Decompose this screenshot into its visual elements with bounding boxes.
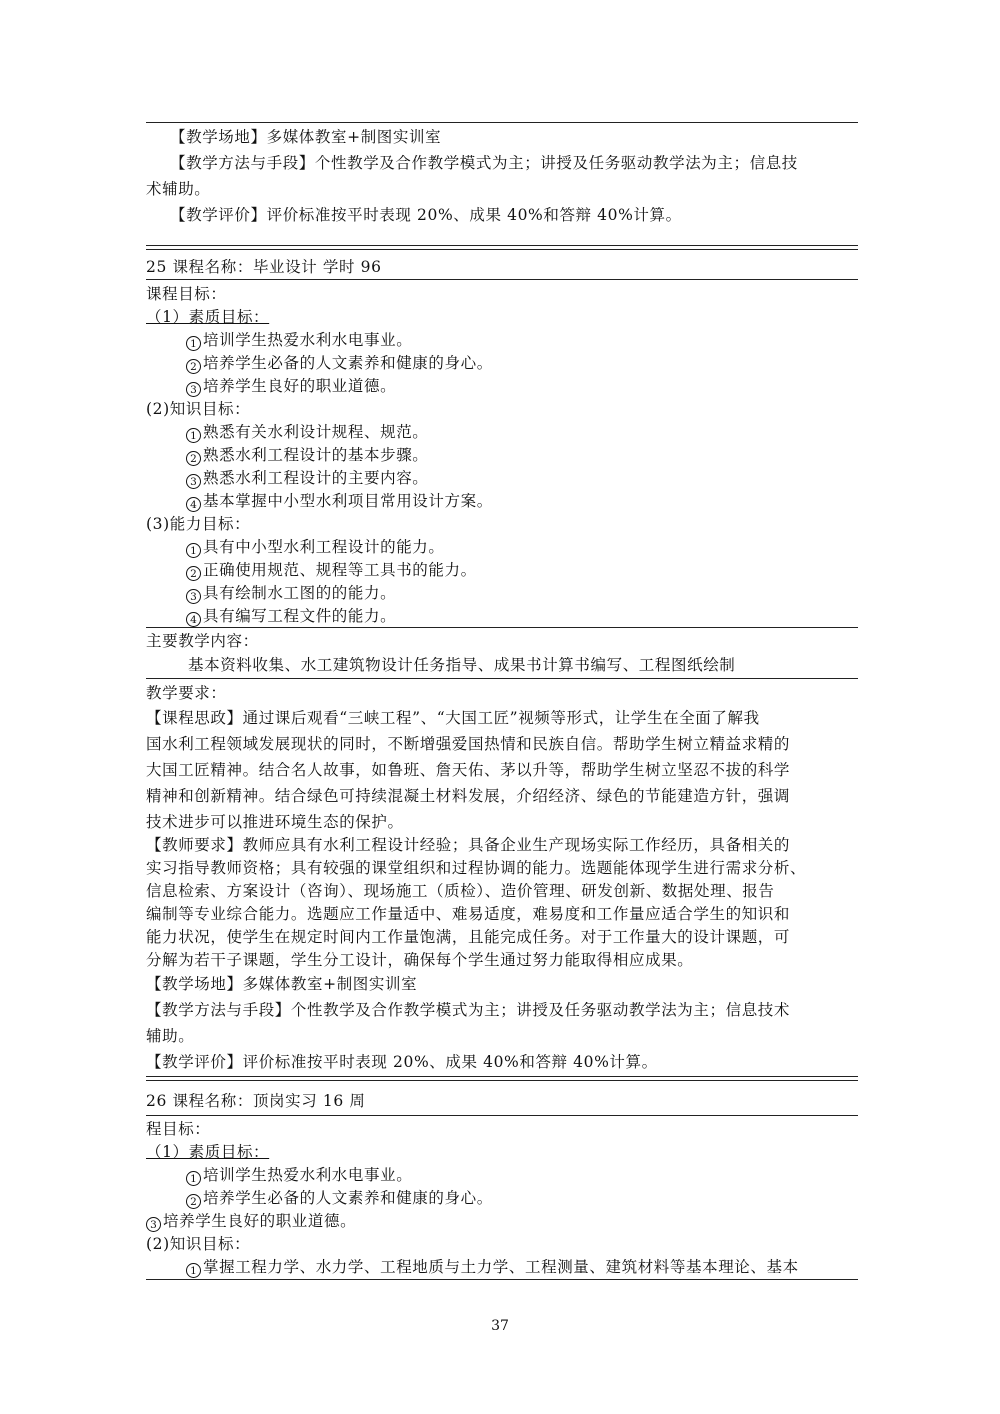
table-rule — [146, 678, 858, 679]
circled-number-icon: 4 — [186, 612, 201, 627]
method-text: 【教学方法与手段】个性教学及合作教学模式为主；讲授及任务驱动教学法为主；信息技 — [170, 154, 798, 172]
course-26-title: 26 课程名称：顶岗实习 16 周 — [146, 1092, 366, 1110]
circled-number-icon: 1 — [186, 428, 201, 443]
list-item: 1 熟悉有关水利设计规程、规范。 — [186, 422, 898, 443]
list-item: 2 正确使用规范、规程等工具书的能力。 — [186, 560, 898, 581]
circled-number-icon: 2 — [186, 359, 201, 374]
quality-heading: （1）素质目标： — [146, 1143, 270, 1161]
circled-number-icon: 3 — [146, 1217, 161, 1232]
teacher-text: 能力状况，使学生在规定时间内工作量饱满，且能完成任务。对于工作量大的设计课题，可 — [146, 928, 791, 946]
list-item: 2 培养学生必备的人文素养和健康的身心。 — [186, 1188, 898, 1209]
circled-number-icon: 1 — [186, 1263, 201, 1278]
circled-number-icon: 2 — [186, 451, 201, 466]
table-rule — [146, 1115, 858, 1116]
method-text-cont: 辅助。 — [146, 1027, 195, 1045]
page-number: 37 — [491, 1318, 509, 1334]
ability-heading: (3)能力目标： — [146, 515, 251, 533]
table-rule — [146, 1279, 858, 1280]
circled-number-icon: 1 — [186, 543, 201, 558]
table-rule — [146, 627, 858, 628]
knowledge-heading: (2)知识目标： — [146, 400, 251, 418]
requirements-heading: 教学要求： — [146, 684, 227, 702]
course-25-title: 25 课程名称：毕业设计 学时 96 — [146, 258, 382, 276]
ideology-text: 国水利工程领域发展现状的同时，不断增强爱国热情和民族自信。帮助学生树立精益求精的 — [146, 735, 791, 753]
circled-number-icon: 3 — [186, 589, 201, 604]
list-item: 3 具有绘制水工图的的能力。 — [186, 583, 898, 604]
list-item: 1 培训学生热爱水利水电事业。 — [186, 1165, 898, 1186]
list-item: 3 培养学生良好的职业道德。 — [186, 376, 898, 397]
section-divider — [146, 245, 858, 250]
table-rule — [146, 279, 858, 280]
list-item: 1 培训学生热爱水利水电事业。 — [186, 330, 898, 351]
knowledge-heading: (2)知识目标： — [146, 1235, 251, 1253]
venue-text: 【教学场地】多媒体教室+制图实训室 — [170, 128, 442, 146]
content-text: 基本资料收集、水工建筑物设计任务指导、成果书计算书编写、工程图纸绘制 — [188, 656, 736, 674]
circled-number-icon: 1 — [186, 1171, 201, 1186]
table-rule — [146, 122, 858, 123]
quality-heading: （1）素质目标： — [146, 308, 270, 326]
circled-number-icon: 2 — [186, 566, 201, 581]
ideology-text: 技术进步可以推进环境生态的保护。 — [146, 813, 404, 831]
circled-number-icon: 1 — [186, 336, 201, 351]
method-text-cont: 术辅助。 — [146, 180, 211, 198]
ideology-text: 大国工匠精神。结合名人故事，如鲁班、詹天佑、茅以升等，帮助学生树立坚忍不拔的科学 — [146, 761, 791, 779]
teacher-text: 分解为若干子课题，学生分工设计，确保每个学生通过努力能取得相应成果。 — [146, 951, 694, 969]
teacher-text: 【教师要求】教师应具有水利工程设计经验；具备企业生产现场实际工作经历，具备相关的 — [146, 836, 791, 854]
circled-number-icon: 2 — [186, 1194, 201, 1209]
goals-heading: 程目标： — [146, 1120, 211, 1138]
circled-number-icon: 4 — [186, 497, 201, 512]
list-item: 3 培养学生良好的职业道德。 — [146, 1211, 858, 1232]
ideology-text: 【课程思政】通过课后观看“三峡工程”、“大国工匠”视频等形式，让学生在全面了解我 — [146, 709, 760, 727]
method-text: 【教学方法与手段】个性教学及合作教学模式为主；讲授及任务驱动教学法为主；信息技术 — [146, 1001, 791, 1019]
circled-number-icon: 3 — [186, 474, 201, 489]
teacher-text: 编制等专业综合能力。选题应工作量适中、难易适度，难易度和工作量应适合学生的知识和 — [146, 905, 791, 923]
teacher-text: 实习指导教师资格；具有较强的课堂组织和过程协调的能力。选题能体现学生进行需求分析、 — [146, 859, 807, 877]
eval-text: 【教学评价】评价标准按平时表现 20%、成果 40%和答辩 40%计算。 — [146, 1053, 658, 1071]
section-divider — [146, 1076, 858, 1081]
ideology-text: 精神和创新精神。结合绿色可持续混凝土材料发展，介绍经济、绿色的节能建造方针，强调 — [146, 787, 791, 805]
content-heading: 主要教学内容： — [146, 632, 259, 650]
list-item: 1 掌握工程力学、水力学、工程地质与土力学、工程测量、建筑材料等基本理论、基本 — [186, 1257, 898, 1278]
goals-heading: 课程目标： — [146, 285, 227, 303]
list-item: 2 熟悉水利工程设计的基本步骤。 — [186, 445, 898, 466]
list-item: 3 熟悉水利工程设计的主要内容。 — [186, 468, 898, 489]
list-item: 1 具有中小型水利工程设计的能力。 — [186, 537, 898, 558]
list-item: 4 基本掌握中小型水利项目常用设计方案。 — [186, 491, 898, 512]
teacher-text: 信息检索、方案设计（咨询）、现场施工（质检）、造价管理、研发创新、数据处理、报告 — [146, 882, 775, 900]
venue-text: 【教学场地】多媒体教室+制图实训室 — [146, 975, 418, 993]
circled-number-icon: 3 — [186, 382, 201, 397]
list-item: 4 具有编写工程文件的能力。 — [186, 606, 898, 627]
eval-text: 【教学评价】评价标准按平时表现 20%、成果 40%和答辩 40%计算。 — [170, 206, 682, 224]
list-item: 2 培养学生必备的人文素养和健康的身心。 — [186, 353, 898, 374]
